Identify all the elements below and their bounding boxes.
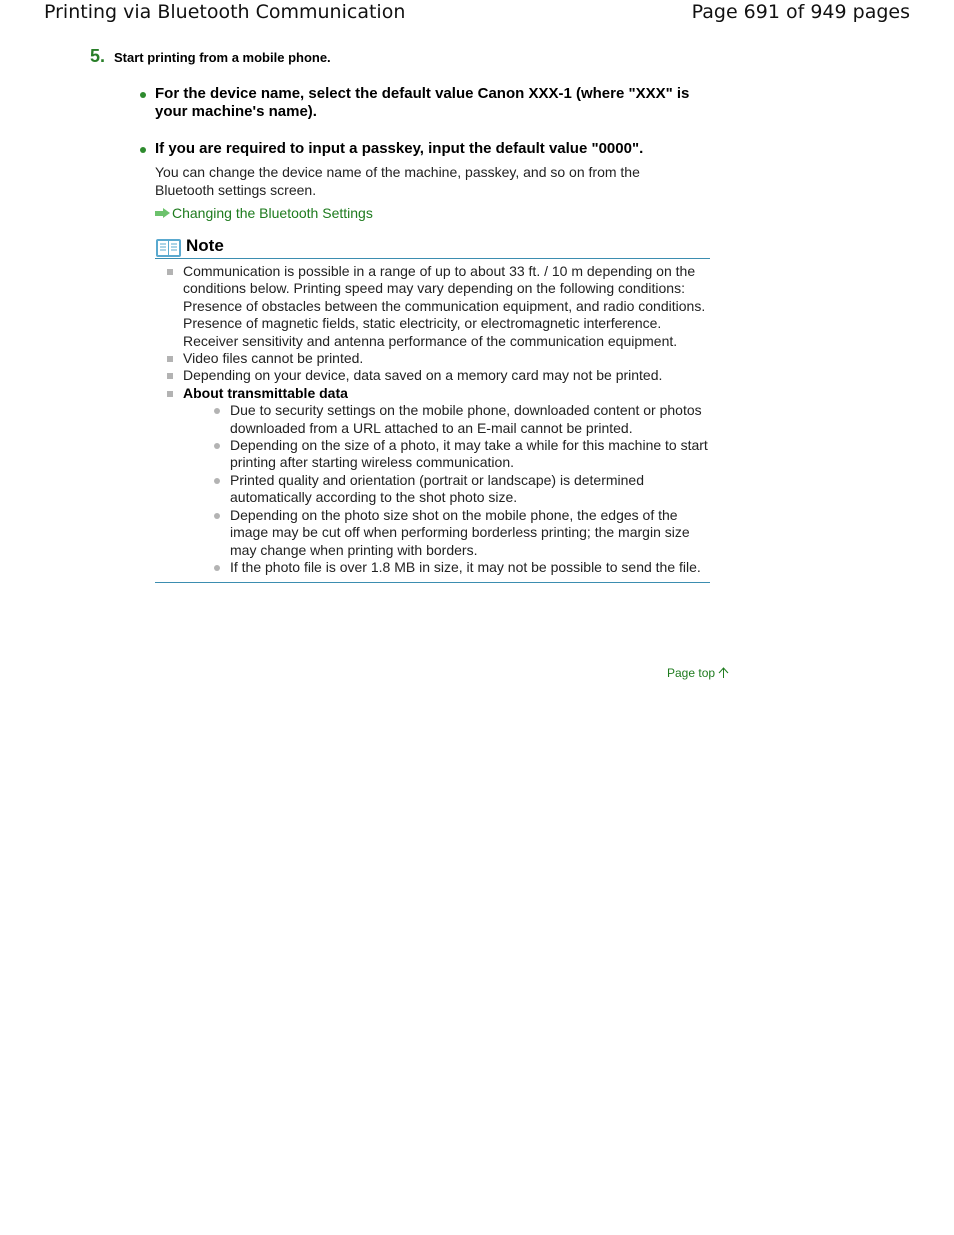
circle-bullet-icon (214, 443, 220, 449)
step-5 (90, 46, 331, 67)
note-line: Communication is possible in a range of up to about 33 ft. / 10 m depending on the conditions below. Printing speed may vary depending on the following conditions: (183, 263, 696, 297)
note-list (155, 263, 710, 576)
note-header (155, 232, 710, 259)
square-bullet-icon (167, 269, 173, 275)
book-icon (155, 238, 182, 258)
circle-bullet-icon (214, 478, 220, 484)
bullet-text: For the device name, select the default value Canon XXX-1 (where "XXX" is your machine's name). (155, 85, 690, 120)
page-counter: Page 691 of 949 pages (691, 1, 910, 23)
note-subheading: About transmittable data (183, 384, 348, 401)
document-title: Printing via Bluetooth Communication (44, 1, 406, 23)
sub-item (155, 472, 710, 507)
square-bullet-icon (167, 373, 173, 379)
arrow-up-icon (718, 667, 729, 679)
bullet-list-2 (140, 140, 700, 158)
bullet-passkey (140, 140, 700, 158)
sub-item-text: Printed quality and orientation (portrait or landscape) is determined automatically according to the shot photo size. (230, 471, 645, 506)
circle-bullet-icon (214, 513, 220, 519)
bullet-device-name (140, 85, 700, 121)
note-line: Presence of obstacles between the communication equipment, and radio conditions. (183, 297, 706, 314)
settings-description: You can change the device name of the machine, passkey, and so on from the Bluetooth settings screen. (155, 164, 640, 198)
note-text: Video files cannot be printed. (183, 350, 364, 367)
circle-bullet-icon (214, 565, 220, 571)
square-bullet-icon (167, 356, 173, 362)
note-bottom-rule (155, 582, 710, 583)
link-label: Changing the Bluetooth Settings (172, 205, 373, 221)
arrow-right-icon (155, 211, 163, 216)
note-item-video (155, 350, 710, 367)
sub-item-text: Due to security settings on the mobile phone, downloaded content or photos downloaded from a URL attached to an E-mail cannot be printed. (230, 402, 702, 436)
note-title: Note (186, 236, 224, 255)
note-item-memory-card (155, 367, 710, 384)
sub-item (155, 507, 710, 559)
sub-item-text: Depending on the size of a photo, it may take a while for this machine to start printing after starting wireless communication. (230, 437, 708, 471)
bullet-text: If you are required to input a passkey, input the default value "0000". (155, 140, 644, 157)
page-top-label: Page top (667, 666, 716, 680)
note-item-range (155, 263, 710, 350)
step-text: Start printing from a mobile phone. (114, 50, 331, 65)
step-number: 5. (90, 46, 106, 66)
sub-item-text: Depending on the photo size shot on the mobile phone, the edges of the image may be cut off when performing borderless printing; the margin size may change when printing with borders. (230, 506, 690, 558)
circle-bullet-icon (214, 408, 220, 414)
bullet-list-1 (140, 85, 700, 121)
sub-item (155, 559, 710, 576)
bluetooth-settings-link[interactable] (155, 205, 373, 221)
note-line: Receiver sensitivity and antenna performance of the communication equipment. (183, 332, 678, 349)
page-top-link[interactable] (667, 666, 729, 680)
note-item-transmittable (155, 385, 710, 402)
note-box (155, 232, 710, 583)
note-line: Presence of magnetic fields, static electricity, or electromagnetic interference. (183, 315, 662, 332)
note-text: Depending on your device, data saved on a memory card may not be printed. (183, 367, 663, 384)
sub-item (155, 402, 710, 437)
sub-item (155, 437, 710, 472)
square-bullet-icon (167, 391, 173, 397)
arrow-head-icon (163, 208, 170, 218)
bullet-dot-icon (140, 147, 146, 153)
bullet-dot-icon (140, 92, 146, 98)
sub-item-text: If the photo file is over 1.8 MB in size, it may not be possible to send the file. (230, 558, 701, 575)
